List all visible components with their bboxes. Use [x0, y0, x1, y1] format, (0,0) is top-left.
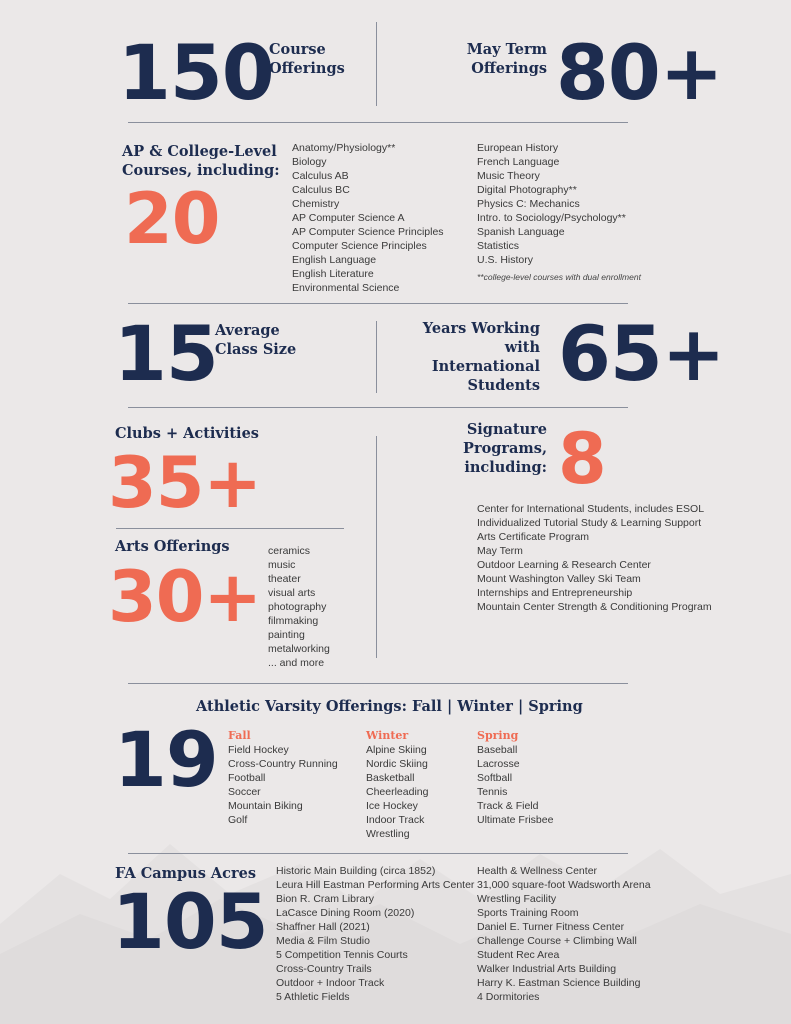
winter-sport-item: Nordic Skiing [366, 758, 428, 770]
intl-label-line-1: Years Working [422, 320, 540, 337]
course-offerings-number: 150 [118, 28, 274, 117]
campus-facility-item: Media & Film Studio [276, 935, 370, 947]
ap-course-item: AP Computer Science A [292, 212, 405, 224]
clubs-heading: Clubs + Activities [115, 425, 259, 442]
signature-heading-line-2: including: [464, 459, 547, 476]
campus-facility-item: Walker Industrial Arts Building [477, 963, 617, 975]
ap-course-item: Digital Photography** [477, 184, 577, 196]
class-label-line-2: Class Size [215, 341, 297, 358]
spring-title: Spring [477, 729, 519, 742]
intl-label-line-3: International [431, 358, 540, 375]
signature-program-item: Individualized Tutorial Study & Learning Support [477, 517, 702, 529]
fall-list [228, 743, 338, 827]
ap-course-item: English Language [292, 254, 377, 266]
ap-course-item: Music Theory [477, 170, 540, 182]
course-label-line-1: Course [269, 41, 326, 58]
winter-sport-item: Alpine Skiing [366, 744, 427, 756]
ap-course-item: Chemistry [292, 198, 340, 210]
spring-sport-item: Baseball [477, 744, 518, 756]
signature-program-item: Mount Washington Valley Ski Team [477, 573, 641, 585]
campus-facility-item: Shaffner Hall (2021) [276, 921, 370, 933]
signature-program-item: Outdoor Learning & Research Center [477, 559, 651, 571]
ap-course-item: Calculus AB [292, 170, 349, 182]
arts-item: painting [268, 629, 305, 641]
divider-vertical-1 [376, 22, 377, 106]
ap-course-item: AP Computer Science Principles [292, 226, 444, 238]
ap-course-item: Anatomy/Physiology** [292, 142, 396, 154]
clubs-number: 35+ [108, 442, 262, 524]
campus-acres-number: 105 [112, 877, 268, 966]
fall-sports [228, 729, 338, 827]
winter-sport-item: Indoor Track [366, 814, 425, 826]
fall-sport-item: Cross-Country Running [228, 758, 338, 770]
campus-facility-item: Health & Wellness Center [477, 865, 598, 877]
divider-4 [128, 683, 628, 684]
winter-sport-item: Basketball [366, 772, 415, 784]
signature-heading [390, 420, 547, 477]
arts-item: metalworking [268, 643, 330, 655]
ap-course-item: Biology [292, 156, 327, 168]
signature-program-item: Center for International Students, includes ESOL [477, 503, 705, 515]
campus-facilities-list-1 [276, 864, 474, 1004]
course-offerings-label [269, 40, 345, 78]
arts-heading: Arts Offerings [115, 538, 230, 555]
campus-facility-item: Wrestling Facility [477, 893, 557, 905]
campus-facility-item: 4 Dormitories [477, 991, 540, 1003]
divider-5 [128, 853, 628, 854]
campus-facility-item: Outdoor + Indoor Track [276, 977, 385, 989]
signature-program-item: May Term [477, 545, 523, 557]
ap-course-item: French Language [477, 156, 560, 168]
signature-number: 8 [558, 418, 606, 500]
ap-course-item: Environmental Science [292, 282, 400, 294]
signature-program-item: Internships and Entrepreneurship [477, 587, 633, 599]
fall-sport-item: Mountain Biking [228, 800, 303, 812]
signature-program-item: Mountain Center Strength & Conditioning Program [477, 601, 712, 613]
divider-2 [128, 303, 628, 304]
winter-sport-item: Ice Hockey [366, 800, 418, 812]
campus-facility-item: Challenge Course + Climbing Wall [477, 935, 637, 947]
fall-sport-item: Golf [228, 814, 248, 826]
ap-course-item: Calculus BC [292, 184, 350, 196]
class-size-label [215, 321, 296, 359]
winter-list [366, 743, 428, 841]
spring-sports [477, 729, 553, 827]
fall-title: Fall [228, 729, 251, 742]
signature-heading-line-1: Signature Programs, [463, 421, 547, 457]
arts-item: filmmaking [268, 615, 319, 627]
mayterm-label-line-1: May Term [466, 41, 547, 58]
winter-sport-item: Wrestling [366, 828, 410, 840]
signature-programs-list [477, 502, 712, 614]
ap-course-item: European History [477, 142, 559, 154]
divider-3 [128, 407, 628, 408]
campus-facility-item: LaCasce Dining Room (2020) [276, 907, 415, 919]
fall-sport-item: Football [228, 772, 266, 784]
divider-1 [128, 122, 628, 123]
arts-item: visual arts [268, 587, 316, 599]
ap-heading-line-2: Courses, including: [122, 162, 280, 179]
winter-sports [366, 729, 428, 841]
ap-number: 20 [124, 178, 220, 260]
ap-course-item: Spanish Language [477, 226, 565, 238]
arts-item: theater [268, 573, 301, 585]
campus-facility-item: Leura Hill Eastman Performing Arts Center [276, 879, 475, 891]
campus-facility-item: Sports Training Room [477, 907, 579, 919]
spring-sport-item: Track & Field [477, 800, 539, 812]
ap-course-list-1 [292, 141, 444, 295]
arts-item: photography [268, 601, 327, 613]
arts-item: music [268, 559, 296, 571]
spring-sport-item: Softball [477, 772, 513, 784]
class-label-line-1: Average [215, 322, 280, 339]
athletics-number: 19 [114, 715, 218, 804]
winter-title: Winter [366, 729, 409, 742]
ap-heading-line-1: AP & College-Level [122, 143, 277, 160]
campus-facility-item: Student Rec Area [477, 949, 560, 961]
campus-facility-item: Bion R. Cram Library [276, 893, 375, 905]
signature-program-item: Arts Certificate Program [477, 531, 590, 543]
arts-list [268, 544, 330, 670]
international-years-number: 65+ [558, 309, 725, 398]
winter-sport-item: Cheerleading [366, 786, 429, 798]
course-label-line-2: Offerings [269, 60, 345, 77]
ap-course-item: Physics C: Mechanics [477, 198, 580, 210]
campus-facility-item: 31,000 square-foot Wadsworth Arena [477, 879, 651, 891]
ap-heading [122, 142, 280, 180]
campus-facility-item: Harry K. Eastman Science Building [477, 977, 641, 989]
arts-number: 30+ [108, 556, 262, 638]
arts-item: ceramics [268, 545, 311, 557]
campus-facility-item: 5 Competition Tennis Courts [276, 949, 408, 961]
ap-course-item: Statistics [477, 240, 520, 252]
divider-clubs-arts [116, 528, 344, 529]
campus-heading: FA Campus Acres [115, 865, 257, 882]
spring-sport-item: Ultimate Frisbee [477, 814, 554, 826]
ap-course-item: English Literature [292, 268, 374, 280]
campus-facility-item: 5 Athletic Fields [276, 991, 350, 1003]
intl-label-line-2: with [504, 339, 540, 356]
ap-course-item: U.S. History [477, 254, 534, 266]
campus-facility-item: Daniel E. Turner Fitness Center [477, 921, 625, 933]
ap-course-item: Computer Science Principles [292, 240, 427, 252]
arts-item: ... and more [268, 657, 325, 669]
divider-vertical-2 [376, 321, 377, 393]
ap-footnote: **college-level courses with dual enrollment [477, 272, 641, 282]
class-size-number: 15 [114, 309, 218, 398]
athletics-heading: Athletic Varsity Offerings: Fall | Winter | Spring [196, 698, 583, 715]
ap-course-list-2 [477, 141, 626, 267]
fall-sport-item: Field Hockey [228, 744, 289, 756]
may-term-number: 80+ [556, 28, 723, 117]
divider-vertical-3 [376, 436, 377, 658]
ap-course-item: Intro. to Sociology/Psychology** [477, 212, 626, 224]
spring-list [477, 743, 553, 827]
campus-facilities-list-2 [477, 864, 651, 1004]
campus-facility-item: Cross-Country Trails [276, 963, 372, 975]
spring-sport-item: Tennis [477, 786, 508, 798]
spring-sport-item: Lacrosse [477, 758, 520, 770]
fall-sport-item: Soccer [228, 786, 261, 798]
campus-facility-item: Historic Main Building (circa 1852) [276, 865, 436, 877]
mayterm-label-line-2: Offerings [471, 60, 547, 77]
intl-label-line-4: Students [467, 377, 540, 394]
may-term-label [430, 40, 547, 78]
international-label [412, 319, 540, 395]
